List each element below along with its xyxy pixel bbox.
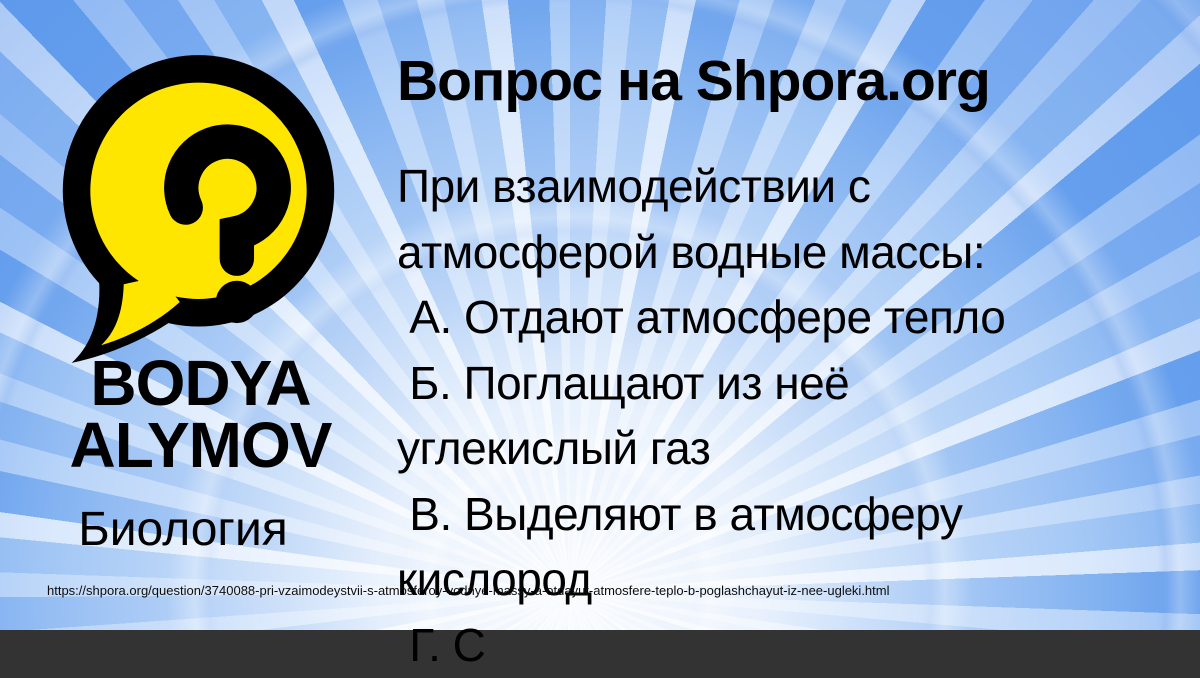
- question-text: [397, 154, 1197, 678]
- author-name: [18, 352, 383, 476]
- question-option-a: А. Отдают атмосфере тепло: [397, 285, 1197, 351]
- author-name-line1: BODYA: [90, 347, 310, 419]
- subject-label: Биология: [18, 502, 348, 558]
- question-option-b: Б. Поглащают из неё: [397, 351, 1197, 417]
- question-line: атмосферой водные массы:: [397, 220, 1197, 286]
- question-option-b-continued: углекислый газ: [397, 416, 1197, 482]
- author-name-line2: ALYMOV: [70, 409, 332, 481]
- question-option-g-truncated: Г. С: [397, 613, 1197, 678]
- card-title: Вопрос на Shpora.org: [397, 46, 990, 116]
- question-option-v-continued: кислород: [397, 547, 1197, 613]
- question-speech-bubble-icon: [50, 40, 345, 380]
- question-option-v: В. Выделяют в атмосферу: [397, 482, 1197, 548]
- question-line: При взаимодействии с: [397, 154, 1197, 220]
- source-url: https://shpora.org/question/3740088-pri-vzaimodeystvii-s-atmosferoy-vodnye-massy-a-otdayut-atmosfere-teplo-b-poglashchayut-iz-nee-ugleki.html: [47, 583, 890, 599]
